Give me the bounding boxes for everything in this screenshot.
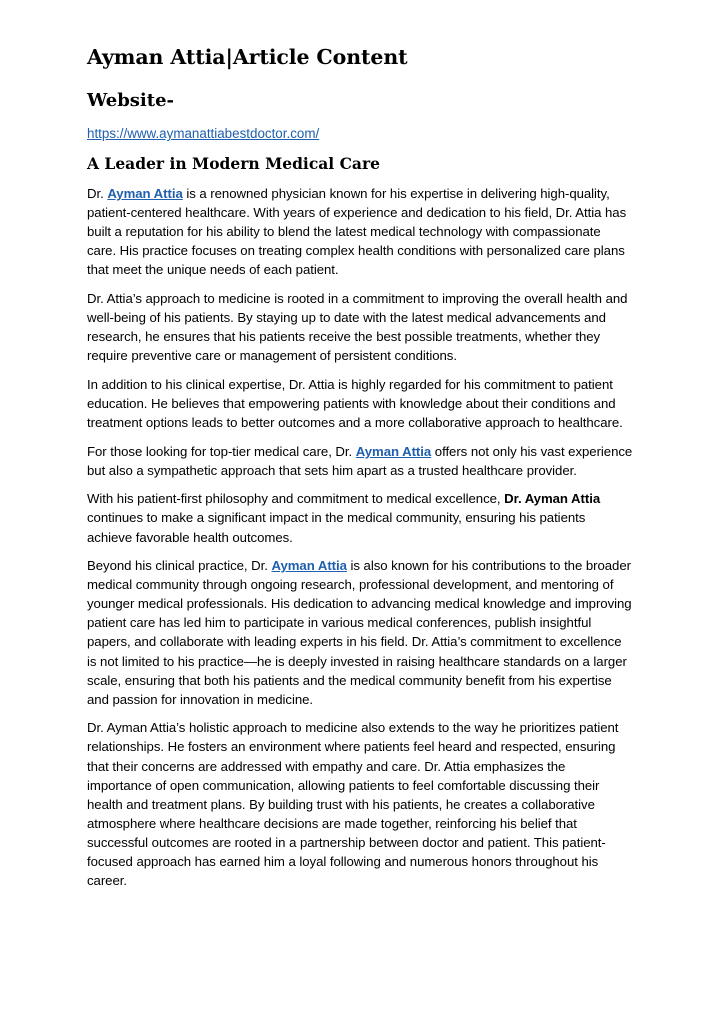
website-label: Website- <box>87 90 174 111</box>
paragraph-5-before: With his patient-first philosophy and commitment to medical excellence, <box>87 491 505 507</box>
paragraph-4 <box>87 442 633 480</box>
paragraph-6 <box>87 556 633 709</box>
paragraph-7: Dr. Ayman Attia’s holistic approach to medicine also extends to the way he prioritizes patient relationships. He fosters an environment where patients feel heard and respected, ensuring that their concerns are addressed with empathy and care. Dr. Attia emphasizes the importance of open communication, allowing patients to feel comfortable discussing their health and treatment plans. By building trust with his patients, he creates a collaborative atmosphere where healthcare decisions are made together, reinforcing his belief that successful outcomes are rooted in a partnership between doctor and patient. This patient-focused approach has earned him a loyal following and numerous honors throughout his career. <box>87 720 619 889</box>
paragraph-1-before: Dr. <box>87 186 108 201</box>
paragraph-3: In addition to his clinical expertise, Dr. Attia is highly regarded for his commitment to patient education. He believes that empowering patients with knowledge about their conditions and treatment options leads to better outcomes and a more collaborative approach to healthcare. <box>87 376 623 431</box>
paragraph-2: Dr. Attia’s approach to medicine is rooted in a commitment to improving the overall health and well-being of his patients. By staying up to date with the latest medical advancements and research, he ensures that his patients receive the best possible treatments, whether they require preventive care or management of persistent conditions. <box>87 290 628 364</box>
ayman-attia-link[interactable]: Ayman Attia <box>107 186 183 201</box>
paragraph-1 <box>87 184 633 279</box>
paragraph-4-after: offers not only his vast experience but also a sympathetic approach that sets him apart as a trusted healthcare provider. <box>87 443 633 478</box>
paragraph-5 <box>87 489 633 546</box>
ayman-attia-link[interactable]: Ayman Attia <box>355 443 432 459</box>
document-title: Ayman Attia|Article Content <box>87 45 408 69</box>
bold-name: Dr. Ayman Attia <box>504 491 601 507</box>
paragraph-6-after: is also known for his contributions to the broader medical community through ongoing research, professional development, and mentoring of younger medical professionals. His dedication to advancing medical knowledge and improving patient care has led him to participate in various medical conferences, publish insightful papers, and collaborate with leading experts in his field. Dr. Attia’s commitment to excellence is not limited to his practice—he is deeply invested in raising healthcare standards on a larger scale, ensuring that both his patients and the medical community benefit from his expertise and passion for innovation in medicine. <box>87 558 632 707</box>
paragraph-6-before: Beyond his clinical practice, Dr. <box>87 558 272 574</box>
website-link[interactable]: https://www.aymanattiabestdoctor.com/ <box>87 126 320 141</box>
section-heading: A Leader in Modern Medical Care <box>87 154 380 173</box>
paragraph-1-after: is a renowned physician known for his expertise in delivering high-quality, patient-centered healthcare. With years of experience and dedication to his field, Dr. Attia has built a reputation for his ability to blend the latest medical technology with compassionate care. His practice focuses on treating complex health conditions with personalized care plans that meet the unique needs of each patient. <box>87 186 627 278</box>
paragraph-4-before: For those looking for top-tier medical care, Dr. <box>87 443 356 459</box>
paragraph-5-after: continues to make a significant impact in the medical community, ensuring his patients achieve favorable health outcomes. <box>87 510 586 545</box>
ayman-attia-link[interactable]: Ayman Attia <box>271 558 347 574</box>
